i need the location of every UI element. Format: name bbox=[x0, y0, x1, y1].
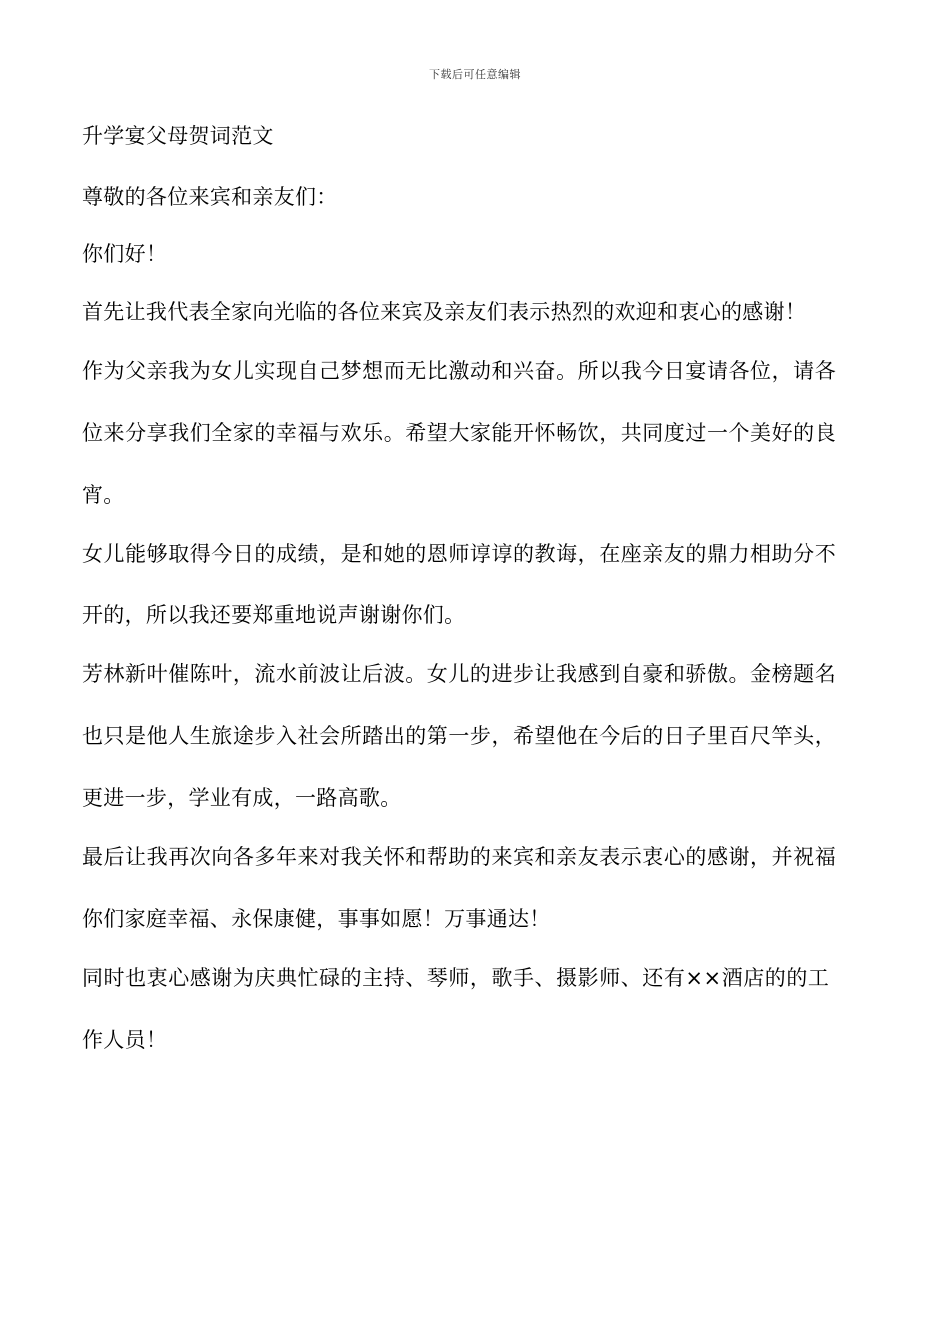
greeting-line: 尊敬的各位来宾和亲友们： bbox=[82, 185, 338, 209]
paragraph-5-line-2: 你们家庭幸福、永保康健，事事如愿！万事通达！ bbox=[82, 907, 551, 931]
paragraph-5-line-1: 最后让我再次向各多年来对我关怀和帮助的来宾和亲友表示衷心的感谢，并祝福 bbox=[82, 845, 837, 869]
paragraph-3-line-2: 开的，所以我还要郑重地说声谢谢你们。 bbox=[82, 603, 466, 627]
salutation-line: 你们好！ bbox=[82, 242, 168, 266]
paragraph-1: 首先让我代表全家向光临的各位来宾及亲友们表示热烈的欢迎和衷心的感谢！ bbox=[82, 300, 807, 324]
paragraph-2-line-1: 作为父亲我为女儿实现自己梦想而无比激动和兴奋。所以我今日宴请各位，请各 bbox=[82, 359, 837, 383]
paragraph-6-line-2: 作人员！ bbox=[82, 1028, 168, 1052]
paragraph-2-line-3: 宵。 bbox=[82, 483, 125, 507]
paragraph-6-line-1: 同时也衷心感谢为庆典忙碌的主持、琴师，歌手、摄影师、还有××酒店的的工 bbox=[82, 966, 830, 990]
header-note: 下载后可任意编辑 bbox=[429, 68, 521, 81]
paragraph-3-line-1: 女儿能够取得今日的成绩，是和她的恩师谆谆的教诲，在座亲友的鼎力相助分不 bbox=[82, 542, 837, 566]
paragraph-4-line-2: 也只是他人生旅途步入社会所踏出的第一步，希望他在今后的日子里百尺竿头， bbox=[82, 724, 837, 748]
document-title: 升学宴父母贺词范文 bbox=[82, 124, 274, 148]
paragraph-2-line-2: 位来分享我们全家的幸福与欢乐。希望大家能开怀畅饮，共同度过一个美好的良 bbox=[82, 421, 837, 445]
paragraph-4-line-1: 芳林新叶催陈叶，流水前波让后波。女儿的进步让我感到自豪和骄傲。金榜题名 bbox=[82, 662, 837, 686]
paragraph-4-line-3: 更进一步，学业有成，一路高歌。 bbox=[82, 786, 402, 810]
